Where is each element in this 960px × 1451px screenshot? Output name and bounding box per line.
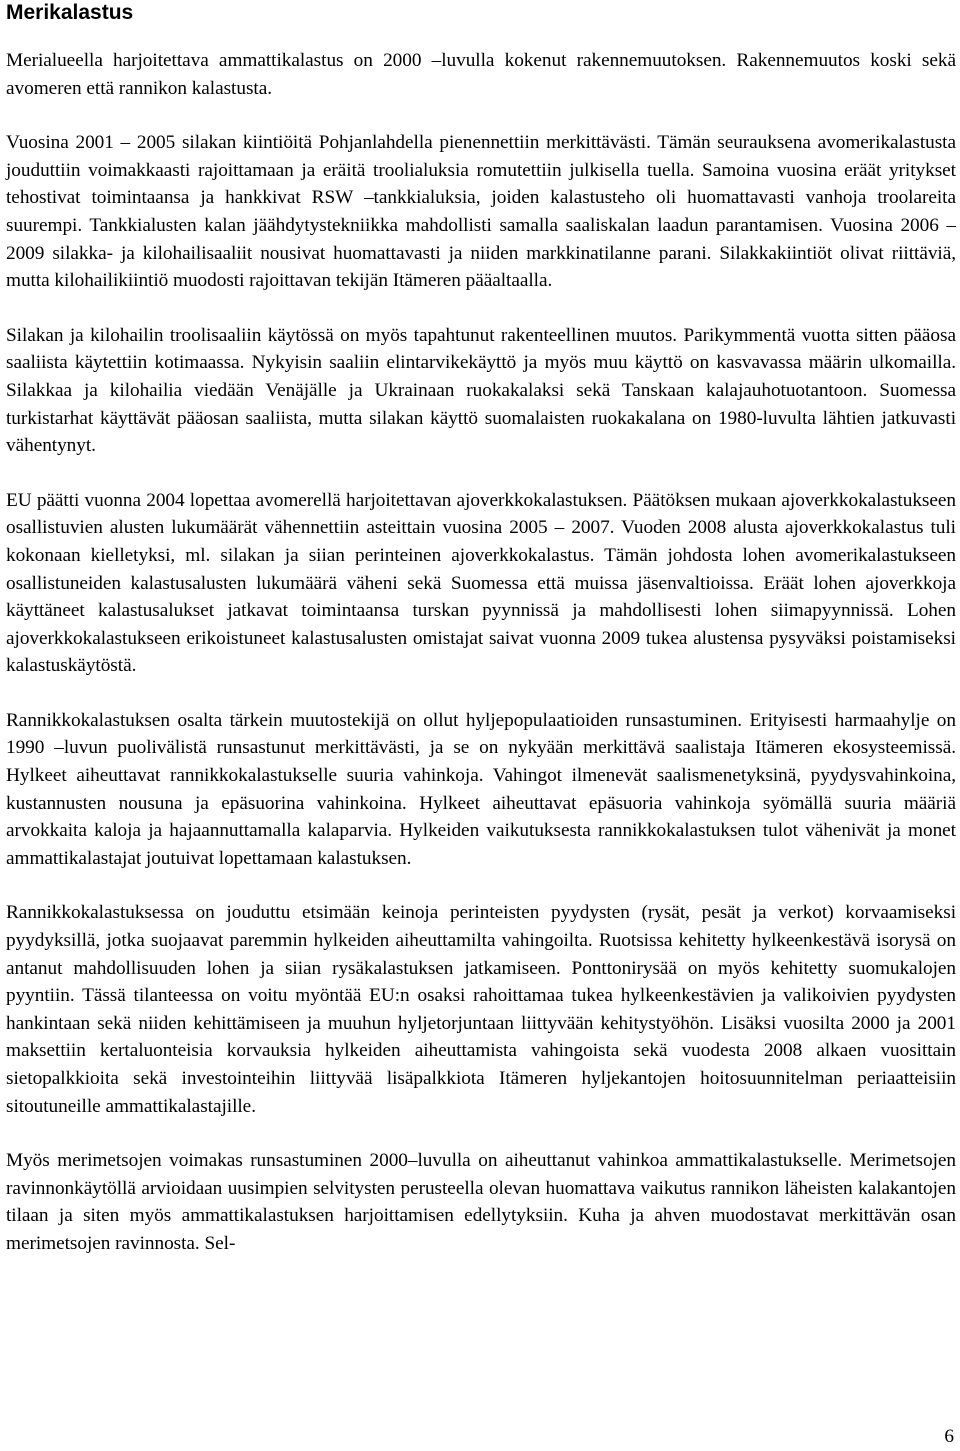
paragraph-seal-population: Rannikkokalastuksen osalta tärkein muutostekijä on ollut hyljepopulaatioiden runsastuminen. Erityisesti harmaahylje on 1990 –luvun puolivälistä runsastunut merkittävästi, ja se on nykyään merkittävä saalistaja Itämeren ekosysteemissä. Hylkeet aiheuttavat rannikkokalastukselle suuria vahinkoja. Vahingot ilmenevät saalismenetyksinä, pyydysvahinkoina, kustannusten nousuna ja epäsuorina vahinkoina. Hylkeet aiheuttavat epäsuoria vahinkoja syömällä suuria määriä arvokkaita kaloja ja hajaannuttamalla kalaparvia. Hylkeiden vaikutuksesta rannikkokalastuksen tulot vähenivät ja monet ammattikalastajat joutuivat lopettamaan kalastuksen. [6,709,956,869]
paragraph-driftnet-ban: EU päätti vuonna 2004 lopettaa avomerellä harjoitettavan ajoverkkokalastuksen. Päätöksen mukaan ajoverkkokalastukseen osallistuvien alusten lukumäärät vähennettiin asteittain vuosina 2005 – 2007. Vuoden 2008 alusta ajoverkkokalastus tuli kokonaan kielletyksi, ml. silakan ja siian perinteinen ajoverkkokalastus. Tämän johdosta lohen avomerikalastukseen osallistuneiden kalastusalusten lukumäärä väheni sekä Suomessa että muissa jäsenvaltioissa. Eräät lohen ajoverkkoja käyttäneet kalastusalukset jatkavat toimintaansa turskan pyynnissä ja mahdollisesti lohen siimapyynnissä. Lohen ajoverkkokalastukseen erikoistuneet kalastusalusten omistajat saivat vuonna 2009 tukea alustensa pysyväksi poistamiseksi kalastuskäytöstä. [6,489,956,677]
page-number: 6 [944,1426,954,1447]
section-heading: Merikalastus [6,1,134,24]
document-page [6,0,956,1258]
paragraph-catch-usage: Silakan ja kilohailin troolisaaliin käytössä on myös tapahtunut rakenteellinen muutos. Parikymmentä vuotta sitten pääosa saaliista käytettiin kotimaassa. Nykyisin saaliin elintarvikekäyttö ja myös muu käyttö on kasvavassa määrin ulkomailla. Silakkaa ja kilohailia viedään Venäjälle ja Ukrainaan ruokakalaksi sekä Tanskaan kalajauhotuotantoon. Suomessa turkistarhat käyttävät pääosan saaliista, mutta silakan käyttö suomalaisten ruokakalana on 1980-luvulta lähtien jatkuvasti vähentynyt. [6,324,956,457]
paragraph-cormorants: Myös merimetsojen voimakas runsastuminen 2000–luvulla on aiheuttanut vahinkoa ammattikalastukselle. Merimetsojen ravinnonkäytöllä arvioidaan uusimpien selvitysten perusteella olevan huomattava vaikutus rannikon läheisten kalakantojen tilaan ja siten myös ammattikalastuksen harjoittamisen edellytyksiin. Kuha ja ahven muodostavat merkittävän osan merimetsojen ravinnosta. Sel- [6,1150,956,1254]
paragraph-herring-quotas: Vuosina 2001 – 2005 silakan kiintiöitä Pohjanlahdella pienennettiin merkittävästi. Tämän seurauksena avomerikalastusta jouduttiin voimakkaasti rajoittamaan ja eräitä troolialuksia romutettiin julkisella tuella. Samoina vuosina eräät yritykset tehostivat toimintaansa ja hankkivat RSW –tankkialuksia, joiden kalastusteho oli huomattavasti vanhoja troolareita suurempi. Tankkialusten kalan jäähdytystekniikka mahdollisti samalla saaliskalan laadun parantamisen. Vuosina 2006 – 2009 silakka- ja kilohailisaaliit nousivat huomattavasti ja niiden markkinatilanne parani. Silakkakiintiöt olivat riittäviä, mutta kilohailikiintiö muodosti rajoittavan tekijän Itämeren pääaltaalla. [6,132,956,292]
paragraph-seal-proof-gear: Rannikkokalastuksessa on jouduttu etsimään keinoja perinteisten pyydysten (rysät, pesät ja verkot) korvaamiseksi pyydyksillä, jotka suojaavat paremmin hylkeiden aiheuttamilta vahingoilta. Ruotsissa kehitetty hylkeenkestävä isorysä on antanut mahdollisuuden lohen ja siian rysäkalastuksen jatkamiseen. Ponttonirysää on myös kehitetty suomukalojen pyyntiin. Tässä tilanteessa on voitu myöntää EU:n osaksi rahoittamaa tukea hylkeenkestävien ja valikoivien pyydysten hankintaan sekä niiden kehittämiseen ja muuhun hyljetorjuntaan liittyvään kehitystyöhön. Lisäksi vuosilta 2000 ja 2001 maksettiin kertaluonteisia korvauksia hylkeiden aiheuttamista vahingoista sekä vuodesta 2008 alkaen vuosittain sietopalkkioita sekä investointeihin liittyvää lisäpalkkiota Itämeren hyljekantojen hoitosuunnitelman periaatteisiin sitoutuneille ammattikalastajille. [6,902,956,1117]
paragraph-structural-change: Merialueella harjoitettava ammattikalastus on 2000 –luvulla kokenut rakennemuutoksen. Rakennemuutos koski sekä avomeren että rannikon kalastusta. [6,50,956,99]
